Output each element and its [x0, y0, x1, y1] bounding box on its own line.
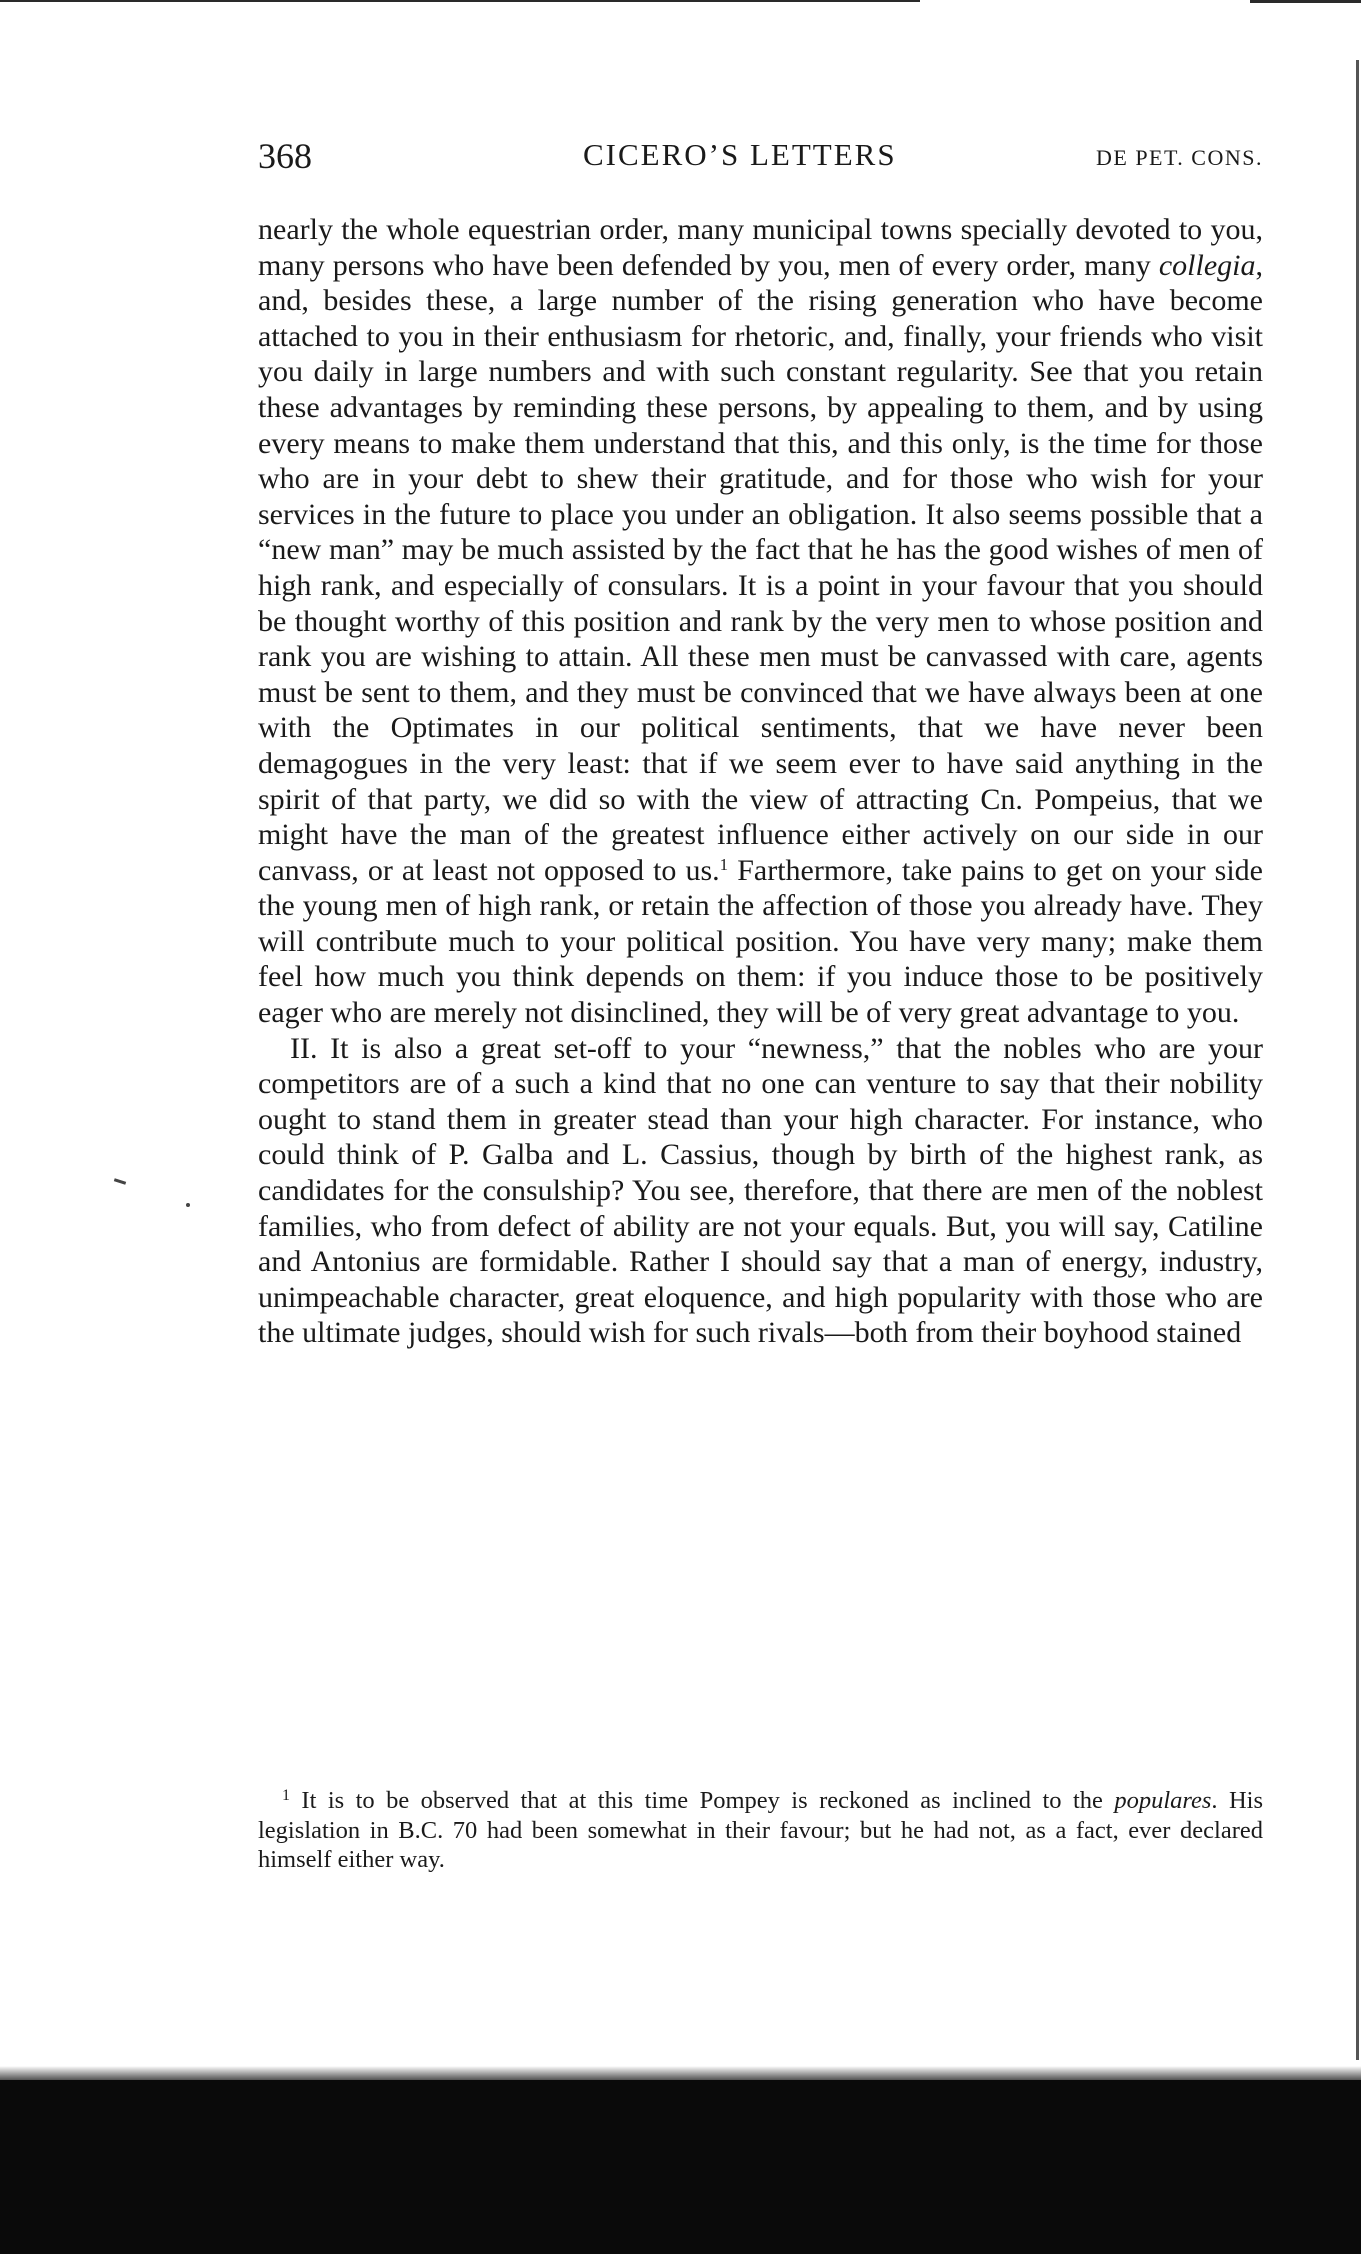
paragraph-1-part-a: nearly the whole equestrian order, many municipal towns specially devoted to you, many persons who have been defended by you, men of every order, many [258, 213, 1263, 282]
scan-bottom-band [0, 2080, 1361, 2254]
paragraph-1-part-b: , and, besides these, a large number of the rising generation who have become attached to you in their enthusiasm for rhetoric, and, finally, your friends who visit you daily in large numbers and with such constant regularity. See that you retain these advantages by reminding these persons, by appealing to them, and by using every means to make them understand that this, and this only, is the time for those who are in your debt to shew their gratitude, and for those who wish for your services in the future to place you under an obligation. It also seems possible that a “new man” may be much assisted by the fact that he has the good wishes of men of high rank, and especially of consulars. It is a point in your favour that you should be thought worthy of this position and rank by the very men to whose position and rank you are wishing to attain. All these men must be canvassed with care, agents must be sent to them, and they must be convinced that we have always been at one with the Optimates in our political sentiments, that we have never been demagogues in the very least: that if we seem ever to have said anything in the spirit of that party, we did so with the view of attracting Cn. Pompeius, that we might have the man of the greatest influence either actively on our side in our canvass, or at least not opposed to us. [258, 248, 1263, 887]
page-header [258, 135, 1263, 185]
body-text [258, 212, 1263, 1351]
scan-right-edge [1356, 60, 1359, 2060]
scan-top-edge [0, 0, 920, 2]
paragraph-2: II. It is also a great set-off to your “newness,” that the nobles who are your competitors are of a such a kind that no one can venture to say that their nobility ought to stand them in greater stead than your high character. For instance, who could think of P. Galba and L. Cassius, though by birth of the highest rank, as candidates for the consulship? You see, therefore, that there are men of the noblest families, who from defect of ability are not your equals. But, you will say, Catiline and Antonius are formidable. Rather I should say that a man of energy, industry, unimpeachable character, great eloquence, and high popularity with those who are the ultimate judges, should wish for such rivals—both from their boyhood stained [258, 1031, 1263, 1350]
footnote-number: 1 [282, 1787, 290, 1804]
scan-top-edge-right [1250, 0, 1361, 3]
paragraph-1 [258, 212, 1263, 1031]
footnote-part-b: . His legislation in B.C. 70 had been somewhat in their favour; but he had not, as a fact, ever declared himself either way. [258, 1787, 1263, 1873]
footnote-reference[interactable]: 1 [719, 854, 729, 874]
running-section: DE PET. CONS. [1096, 145, 1263, 170]
footnote-part-a: It is to be observed that at this time Pompey is reckoned as inclined to the [290, 1787, 1115, 1814]
running-title: CICERO’S LETTERS [583, 137, 897, 172]
footnote-paragraph [258, 1786, 1263, 1875]
page-number: 368 [258, 136, 312, 176]
footnote [258, 1786, 1263, 1875]
scan-dot [186, 1203, 190, 1207]
scan-speck [114, 1178, 126, 1185]
paragraph-1-part-c: Farthermore, take pains to get on your side the young men of high rank, or retain the affection of those you already have. They will contribute much to your political position. You have very many; make them feel how much you think depends on them: if you induce those to be positively eager who are merely not disinclined, they will be of very great advantage to you. [258, 853, 1263, 1030]
footnote-italic: populares [1114, 1787, 1212, 1814]
paragraph-1-italic: collegia [1158, 248, 1256, 282]
